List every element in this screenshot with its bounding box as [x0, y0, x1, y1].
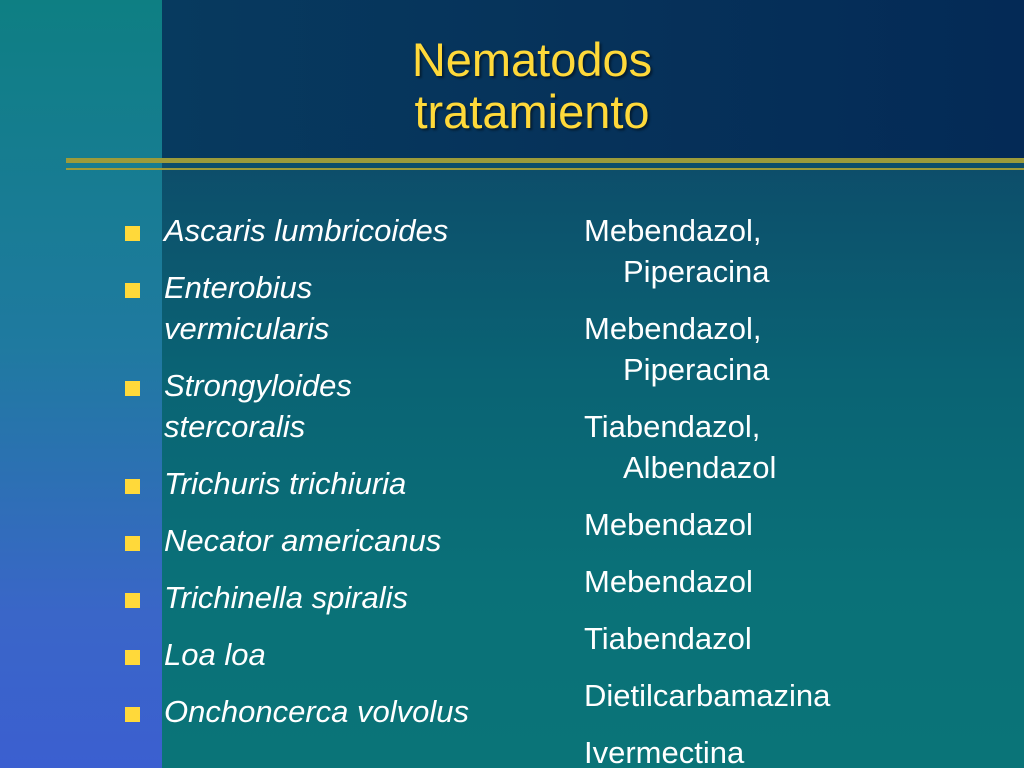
- parasite-item: [122, 691, 572, 732]
- parasite-item: [122, 577, 572, 618]
- parasite-item: [122, 520, 572, 561]
- treatment-name: Tiabendazol,: [584, 409, 761, 444]
- treatment-name: Mebendazol,: [584, 213, 762, 248]
- parasite-item: [122, 210, 572, 251]
- square-bullet-icon: [125, 381, 140, 396]
- parasite-name: Strongyloides: [164, 368, 352, 403]
- square-bullet-icon: [125, 283, 140, 298]
- title-divider-thick: [66, 158, 1024, 163]
- treatment-item: [584, 308, 1014, 390]
- treatment-name: Mebendazol: [584, 564, 753, 599]
- title-line-2: tratamiento: [414, 85, 650, 138]
- parasite-item: [122, 365, 572, 447]
- parasite-name: Onchoncerca volvolus: [164, 694, 469, 729]
- treatment-item: [584, 618, 1014, 659]
- square-bullet-icon: [125, 707, 140, 722]
- parasite-name: Loa loa: [164, 637, 266, 672]
- treatment-name: Mebendazol,: [584, 311, 762, 346]
- slide-title: [162, 34, 902, 138]
- square-bullet-icon: [125, 650, 140, 665]
- treatment-name: Mebendazol: [584, 507, 753, 542]
- treatment-item: [584, 210, 1014, 292]
- square-bullet-icon: [125, 593, 140, 608]
- parasite-name-cont: vermicularis: [164, 311, 330, 346]
- treatment-item: [584, 504, 1014, 545]
- treatment-name-cont: Albendazol: [623, 450, 777, 485]
- treatment-item: [584, 406, 1014, 488]
- parasite-item: [122, 267, 572, 349]
- treatment-item: [584, 732, 1014, 768]
- parasite-item: [122, 463, 572, 504]
- parasite-name: Necator americanus: [164, 523, 442, 558]
- treatment-list: [584, 210, 1014, 768]
- parasite-name-cont: stercoralis: [164, 409, 306, 444]
- square-bullet-icon: [125, 536, 140, 551]
- title-line-1: Nematodos: [411, 33, 653, 86]
- parasite-list: [122, 210, 572, 748]
- treatment-item: [584, 561, 1014, 602]
- treatment-name-cont: Piperacina: [623, 254, 770, 289]
- treatment-name: Ivermectina: [584, 735, 745, 768]
- treatment-name-cont: Piperacina: [623, 352, 770, 387]
- parasite-name: Trichinella spiralis: [164, 580, 409, 615]
- parasite-name: Enterobius: [164, 270, 313, 305]
- treatment-name: Tiabendazol: [584, 621, 752, 656]
- square-bullet-icon: [125, 226, 140, 241]
- title-divider-thin: [66, 168, 1024, 170]
- parasite-item: [122, 634, 572, 675]
- treatment-item: [584, 675, 1014, 716]
- treatment-name: Dietilcarbamazina: [584, 678, 831, 713]
- parasite-name: Trichuris trichiuria: [164, 466, 407, 501]
- parasite-name: Ascaris lumbricoides: [164, 213, 449, 248]
- square-bullet-icon: [125, 479, 140, 494]
